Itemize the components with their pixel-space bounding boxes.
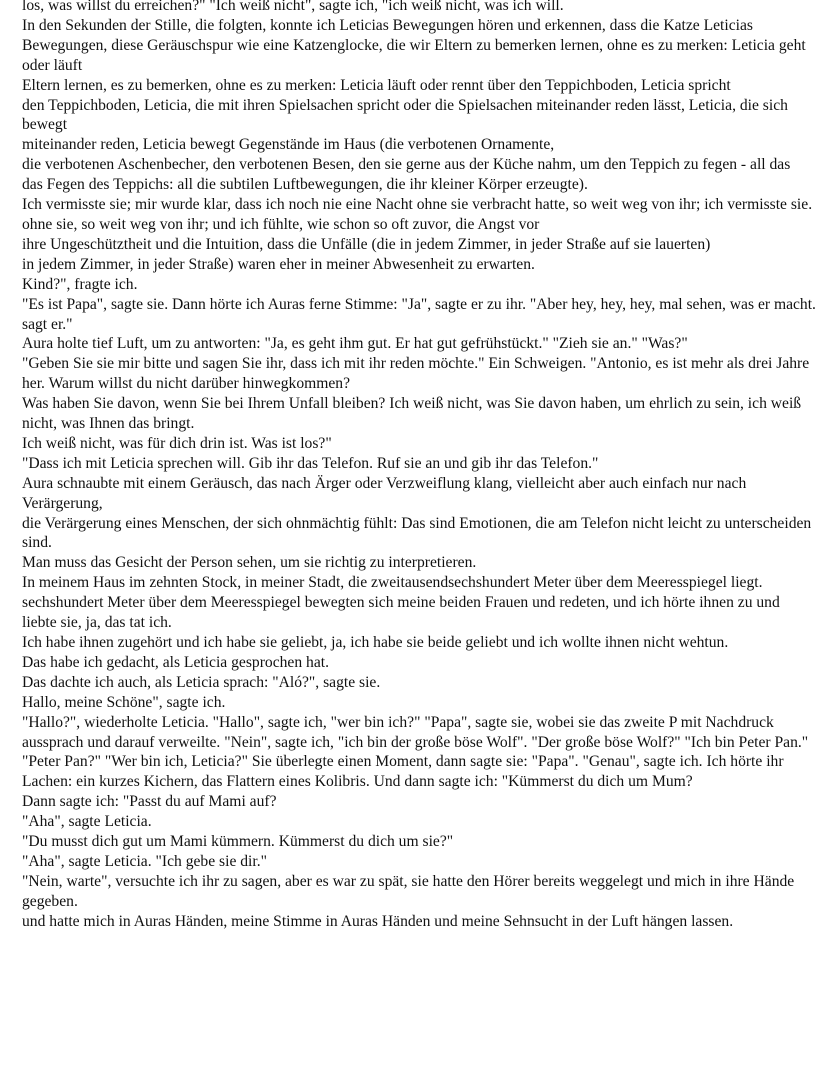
paragraph: Kind?", fragte ich. <box>22 275 138 293</box>
paragraph: In den Sekunden der Stille, die folgten, konnte ich Leticias Bewegungen hören und erkennen, dass die Katze Leticias Bewegungen, diese Geräuschspur wie eine Katzenglocke, die wir Eltern zu bemerken lernen, ohne es zu merken: Leticia geht oder läuft <box>22 16 806 74</box>
paragraph: "Aha", sagte Leticia. <box>22 813 152 831</box>
paragraph: Was haben Sie davon, wenn Sie bei Ihrem Unfall bleiben? Ich weiß nicht, was Sie davon haben, um ehrlich zu sein, ich weiß nicht, was Ihnen das bringt. <box>22 395 802 433</box>
paragraph: Ich weiß nicht, was für dich drin ist. Was ist los?" <box>22 434 332 452</box>
paragraph: "Hallo?", wiederholte Leticia. "Hallo", sagte ich, "wer bin ich?" "Papa", sagte sie, wobei sie das zweite P mit Nachdruck aussprach und darauf verweilte. "Nein", sagte ich, "ich bin der große böse Wolf". "Der große böse Wolf?" "Ich bin Peter Pan." "Peter Pan?" "Wer bin ich, Leticia?" Sie überlegte einen Moment, dann sagte sie: "Papa". "Genau", sagte ich. Ich hörte ihr Lachen: ein kurzes Kichern, das Flattern eines Kolibris. Und dann sagte ich: "Kümmerst du dich um Mum? <box>22 713 809 791</box>
paragraph: Aura schnaubte mit einem Geräusch, das nach Ärger oder Verzweiflung klang, vielleicht aber auch einfach nur nach Verärgerung, <box>22 474 747 512</box>
paragraph: und hatte mich in Auras Händen, meine Stimme in Auras Händen und meine Sehnsucht in der Luft hängen lassen. <box>22 912 734 930</box>
paragraph: In meinem Haus im zehnten Stock, in meiner Stadt, die zweitausendsechshundert Meter über dem Meeresspiegel liegt. <box>22 574 763 592</box>
paragraph: sagt er." <box>22 315 73 333</box>
paragraph: die Verärgerung eines Menschen, der sich ohnmächtig fühlt: Das sind Emotionen, die am Telefon nicht leicht zu unterscheiden sind. <box>22 514 812 552</box>
paragraph: ohne sie, so weit weg von ihr; und ich fühlte, wie schon so oft zuvor, die Angst vor <box>22 215 540 233</box>
paragraph: die verbotenen Aschenbecher, den verbotenen Besen, den sie gerne aus der Küche nahm, um den Teppich zu fegen - all das <box>22 156 791 174</box>
paragraph: "Du musst dich gut um Mami kümmern. Kümmerst du dich um sie?" <box>22 833 454 851</box>
paragraph: den Teppichboden, Leticia, die mit ihren Spielsachen spricht oder die Spielsachen miteinander reden lässt, Leticia, die sich bewegt <box>22 96 788 134</box>
paragraph: Ich habe ihnen zugehört und ich habe sie geliebt, ja, ich habe sie beide geliebt und ich wollte ihnen nicht wehtun. <box>22 634 729 651</box>
paragraph: in jedem Zimmer, in jeder Straße) waren eher in meiner Abwesenheit zu erwarten. <box>22 255 535 273</box>
paragraph: miteinander reden, Leticia bewegt Gegenstände im Haus (die verbotenen Ornamente, <box>22 136 555 154</box>
paragraph: ihre Ungeschütztheit und die Intuition, dass die Unfälle (die in jedem Zimmer, in jeder Straße auf sie lauerten) <box>22 235 711 253</box>
paragraph: Ich vermisste sie; mir wurde klar, dass ich noch nie eine Nacht ohne sie verbracht hatte, so weit weg von ihr; ich vermisste sie. <box>22 196 813 214</box>
paragraph: Eltern lernen, es zu bemerken, ohne es zu merken: Leticia läuft oder rennt über den Teppichboden, Leticia spricht <box>22 76 731 94</box>
paragraph: Hallo, meine Schöne", sagte ich. <box>22 693 226 711</box>
paragraph: Das habe ich gedacht, als Leticia gesprochen hat. <box>22 653 329 671</box>
paragraph: "Geben Sie sie mir bitte und sagen Sie ihr, dass ich mit ihr reden möchte." Ein Schweigen. "Antonio, es ist mehr als drei Jahre her. Warum willst du nicht darüber hinwegkommen? <box>22 355 810 393</box>
paragraph: "Aha", sagte Leticia. "Ich gebe sie dir." <box>22 852 267 870</box>
paragraph: "Dass ich mit Leticia sprechen will. Gib ihr das Telefon. Ruf sie an und gib ihr das Telefon." <box>22 454 599 472</box>
paragraph: sechshundert Meter über dem Meeresspiegel bewegten sich meine beiden Frauen und redeten, und ich hörte ihnen zu und liebte sie, ja, das tat ich. <box>22 594 780 632</box>
paragraph: "Nein, warte", versuchte ich ihr zu sagen, aber es war zu spät, sie hatte den Hörer bereits weggelegt und mich in ihre Hände gegeben. <box>22 872 795 910</box>
paragraph: Man muss das Gesicht der Person sehen, um sie richtig zu interpretieren. <box>22 554 477 572</box>
paragraph: Das dachte ich auch, als Leticia sprach: "Aló?", sagte sie. <box>22 673 381 691</box>
paragraph: los, was willst du erreichen?" "Ich weiß nicht", sagte ich, "ich weiß nicht, was ich will. <box>22 0 564 14</box>
paragraph: "Es ist Papa", sagte sie. Dann hörte ich Auras ferne Stimme: "Ja", sagte er zu ihr. "Aber hey, hey, hey, mal sehen, was er macht. <box>22 295 816 313</box>
paragraph: Aura holte tief Luft, um zu antworten: "Ja, es geht ihm gut. Er hat gut gefrühstückt." "Zieh sie an." "Was?" <box>22 335 688 353</box>
paragraph: das Fegen des Teppichs: all die subtilen Luftbewegungen, die ihr kleiner Körper erzeugte). <box>22 176 588 194</box>
paragraph: Dann sagte ich: "Passt du auf Mami auf? <box>22 793 277 811</box>
